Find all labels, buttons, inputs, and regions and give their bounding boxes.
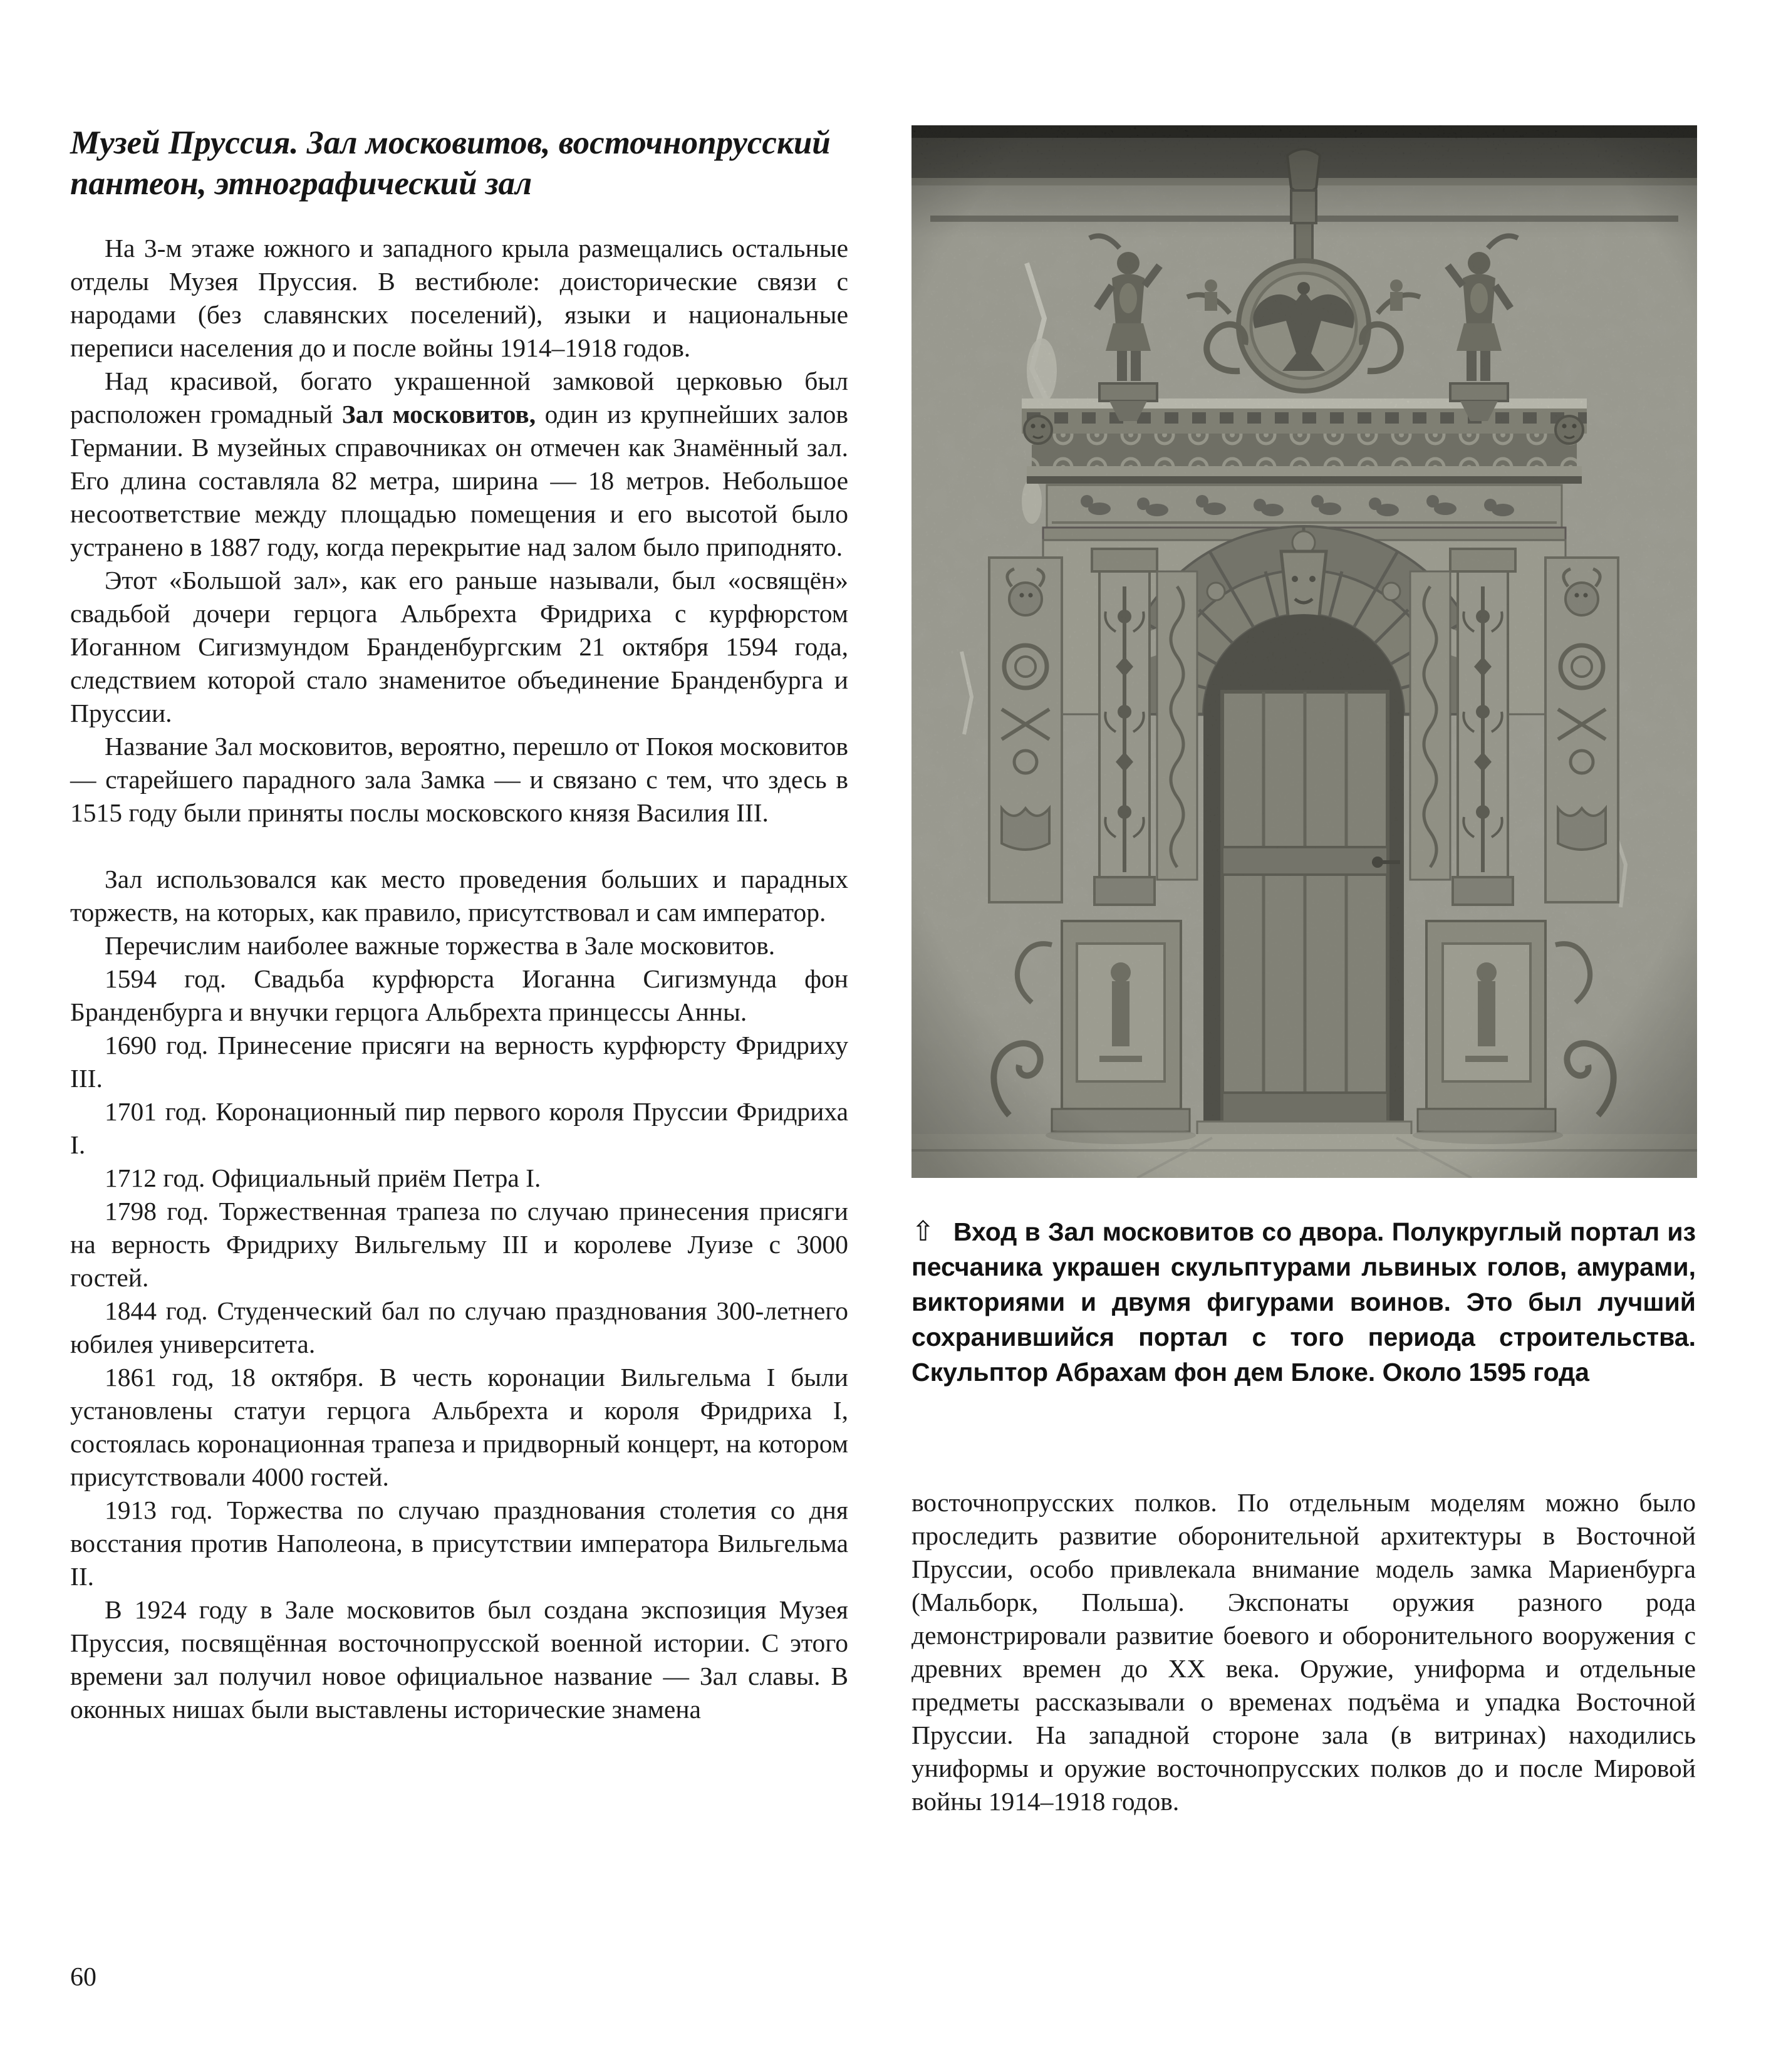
paragraph-event-1690: 1690 год. Принесение присяги на верность курфюрсту Фридриху III. bbox=[70, 1031, 848, 1093]
up-arrow-icon: ⇧ bbox=[911, 1216, 935, 1247]
paragraph-text: Над красивой, богато украшенной замковой церковью был расположен громадный bbox=[70, 367, 848, 429]
paragraph-intro: На 3-м этаже южного и западного крыла размещались остальные отделы Музея Пруссия. В вестибюле: доисторические связи с народами (без славянских поселений), языки и национальные переписи населения до и после войны 1914–1918 годов. bbox=[70, 234, 848, 362]
section-title: Музей Пруссия. Зал московитов, восточнопрусский пантеон, этнографический зал bbox=[70, 125, 831, 202]
paragraph-list-intro: Перечислим наиболее важные торжества в Зале московитов. bbox=[105, 931, 776, 960]
paragraph-event-1913: 1913 год. Торжества по случаю празднования столетия со дня восстания против Наполеона, в присутствии императора Вильгельма II. bbox=[70, 1496, 848, 1591]
paragraph-hall-usage: Зал использовался как место проведения больших и парадных торжеств, на которых, как правило, присутствовал и сам император. bbox=[70, 865, 848, 927]
right-column bbox=[911, 1486, 1696, 1818]
photo-caption bbox=[911, 1214, 1696, 1390]
page-number: 60 bbox=[70, 1963, 96, 1992]
paragraph-text: один из крупнейших залов Германии. В музейных справочниках он отмечен как Знамённый зал. Его длина составляла 82 метра, ширина — 18 метров. Небольшое несоответствие между площадью помещения и его высотой было устранено в 1887 году, когда перекрытие над залом было приподнято. bbox=[70, 400, 849, 561]
photo-grain bbox=[911, 125, 1697, 1178]
bold-phrase-hall-of-muscovites: Зал московитов, bbox=[341, 400, 536, 429]
paragraph-event-1861: 1861 год, 18 октября. В честь коронации Вильгельма I были установлены статуи герцога Альбрехта и короля Фридриха I, состоялась коронационная трапеза и придворный концерт, на котором присутствовали 4000 гостей. bbox=[70, 1363, 848, 1491]
paragraph-wedding-1594: Этот «Большой зал», как его раньше называли, был «освящён» свадьбой дочери герцога Альбрехта Фридриха с курфюрстом Иоганном Сигизмундом Бранденбургским 21 октября 1594 года, следствием которой стало знаменитое объединение Бранденбурга и Пруссии. bbox=[70, 566, 848, 727]
paragraph-event-1701: 1701 год. Коронационный пир первого короля Пруссии Фридриха I. bbox=[70, 1097, 848, 1159]
caption-text: Вход в Зал московитов со двора. Полукруглый портал из песчаника украшен скульптурами львиных голов, амурами, викториями и двумя фигурами воинов. Это был лучший сохранившийся портал с того периода строительства. Скульптор Абрахам фон дем Блоке. Около 1595 года bbox=[911, 1217, 1696, 1387]
paragraph-hall-description bbox=[70, 365, 848, 564]
paragraph-regiments-continuation: восточнопрусских полков. По отдельным моделям можно было проследить развитие оборонительной архитектуры в Восточной Пруссии, особо привлекала внимание модель замка Мариенбурга (Мальборк, Польша). Экспонаты оружия разного рода демонстрировали развитие боевого и оборонительного вооружения с древних времен до XX века. Оружие, униформа и отдельные предметы рассказывали о временах подъёма и упадка Восточной Пруссии. На западной стороне зала (в витринах) находились униформы и оружие восточнопрусских полков до и после Мировой войны 1914–1918 годов. bbox=[911, 1488, 1696, 1816]
paragraph-event-1712: 1712 год. Официальный приём Петра I. bbox=[105, 1164, 541, 1192]
paragraph-name-origin: Название Зал московитов, вероятно, перешло от Покоя московитов — старейшего парадного зала Замка — и связано с тем, что здесь в 1515 году были приняты послы московского князя Василия III. bbox=[70, 732, 848, 827]
paragraph-1924-exposition: В 1924 году в Зале московитов был создана экспозиция Музея Пруссия, посвящённая восточнопрусской военной истории. С этого времени зал получил новое официальное название — Зал славы. В оконных нишах были выставлены исторические знамена bbox=[70, 1595, 848, 1724]
paragraph-event-1798: 1798 год. Торжественная трапеза по случаю принесения присяги на верность Фридриху Вильгельму III и королеве Луизе с 3000 гостей. bbox=[70, 1197, 848, 1292]
portal-photo bbox=[911, 125, 1697, 1178]
portal-photo-graphic bbox=[911, 125, 1697, 1178]
paragraph-event-1844: 1844 год. Студенческий бал по случаю празднования 300-летнего юбилея университета. bbox=[70, 1296, 848, 1358]
paragraph-event-1594: 1594 год. Свадьба курфюрста Иоганна Сигизмунда фон Бранденбурга и внучки герцога Альбрехта принцессы Анны. bbox=[70, 964, 848, 1026]
left-column bbox=[70, 123, 848, 1726]
